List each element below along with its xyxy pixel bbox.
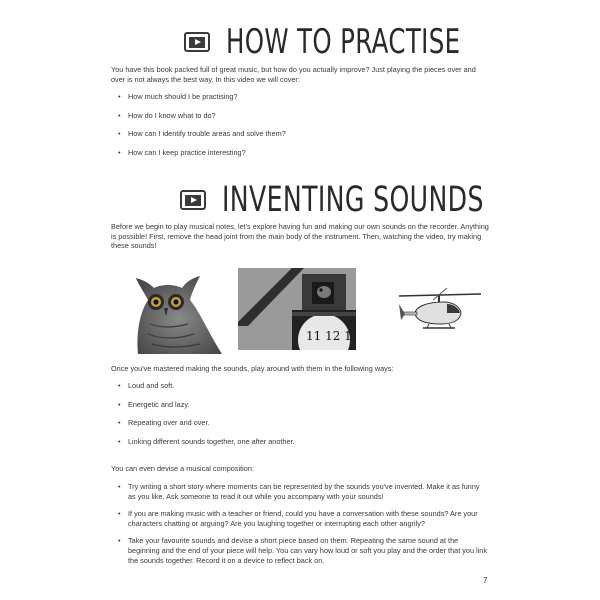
list-item: • If you are making music with a teacher or friend, could you have a conversation with these sounds? Are your characters chatting or arguing? Are you laughing together or interrupting each other angrily? — [118, 509, 488, 528]
section-title: HOW TO PRACTISE — [226, 22, 461, 62]
video-play-icon[interactable] — [184, 32, 210, 52]
section2-intro: Before we begin to play musical notes, let's explore having fun and making our own sounds on the recorder. Anything is possible! First, remove the head joint from the main body of the instrument. Then, watching the video, try making these sounds! — [111, 222, 489, 251]
list-item: • Linking different sounds together, one after another. — [118, 437, 488, 447]
list-item: • How much should I be practising? — [118, 92, 488, 102]
section-title: INVENTING SOUNDS — [222, 180, 484, 220]
composition-intro: You can even devise a musical composition: — [111, 464, 254, 473]
ways-bullet-list — [118, 381, 488, 446]
helicopter-image — [395, 282, 485, 340]
list-item: • Energetic and lazy. — [118, 400, 488, 410]
list-item: • Repeating over and over. — [118, 418, 488, 428]
list-item: • Try writing a short story where moments can be represented by the sounds you've invented. Make it as funny as you like. Ask someone to read it out while you accompany with your sounds! — [118, 482, 488, 501]
list-item: • How do I know what to do? — [118, 111, 488, 121]
list-item: • How can I identify trouble areas and solve them? — [118, 129, 488, 139]
cuckoo-clock-image — [238, 268, 356, 350]
owl-image — [130, 272, 224, 354]
composition-bullet-list — [118, 482, 488, 565]
after-images-text: Once you've mastered making the sounds, play around with them in the following ways: — [111, 364, 394, 373]
list-item: • How can I keep practice interesting? — [118, 148, 488, 158]
list-item: • Loud and soft. — [118, 381, 488, 391]
list-item: • Take your favourite sounds and devise a short piece based on them. Repeating the same sound at the beginning and the end of your piece will help. You can vary how loud or soft you play and the order that you link the sounds together. Record it on a device to reflect back on. — [118, 536, 488, 565]
section1-intro: You have this book packed full of great music, but how do you actually improve? Just playing the pieces over and over is not always the best way. In this video we will cover: — [111, 65, 476, 84]
page-number: 7 — [483, 576, 488, 585]
heading-how-to-practise — [184, 22, 552, 62]
video-play-icon[interactable] — [180, 190, 206, 210]
heading-inventing-sounds — [180, 180, 586, 220]
clock-numbers: 11 12 1 — [306, 329, 352, 343]
section1-bullet-list — [118, 92, 488, 157]
